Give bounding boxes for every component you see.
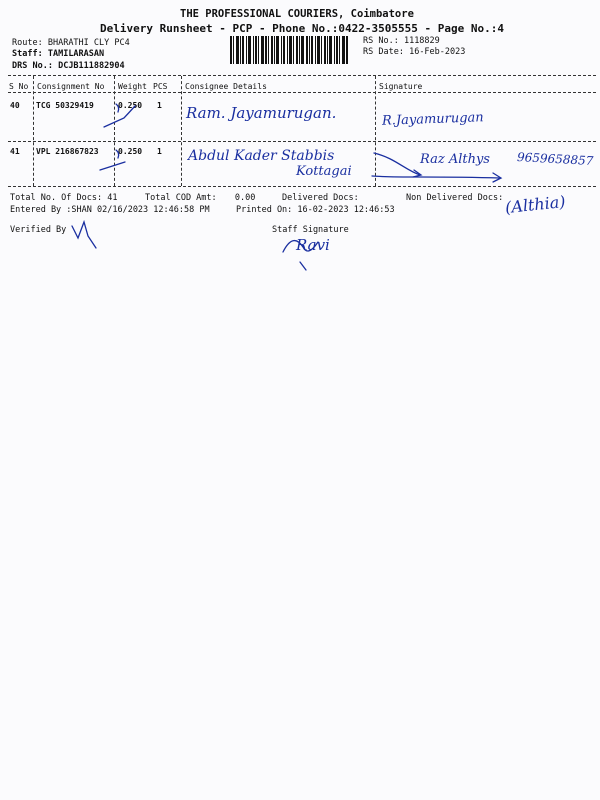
total-cod-label: Total COD Amt: [145, 193, 217, 203]
company-title: THE PROFESSIONAL COURIERS, Coimbatore [180, 8, 414, 20]
delivered-docs-label: Delivered Docs: [282, 193, 359, 203]
col-header-sno: S No [9, 82, 29, 91]
row41-signature-handwriting: Raz Althys [420, 152, 490, 167]
tick-mark [104, 106, 135, 127]
staff-signature-handwriting: Ravi [296, 236, 330, 254]
printed-on: Printed On: 16-02-2023 12:46:53 [236, 205, 395, 215]
row41-consignee-line2: Kottagai [296, 164, 352, 179]
total-docs-row [10, 193, 118, 203]
row-weight: 0.250 [118, 101, 143, 110]
col-header-weight: Weight [118, 82, 147, 91]
verified-by-label: Verified By [10, 225, 67, 235]
phone-handwriting: 9659658857 [516, 150, 594, 168]
col-header-consignment: Consignment No [37, 82, 105, 91]
route-label: Route: [12, 38, 43, 48]
row-sno: 40 [10, 101, 20, 110]
row40-signature-handwriting: R.Jayamurugan [381, 110, 484, 129]
col-header-consignee: Consignee Details [185, 82, 267, 91]
row-sno: 41 [10, 147, 20, 156]
row-weight: 0.250 [118, 147, 143, 156]
total-cod-row [145, 193, 255, 203]
total-docs-label: Total No. Of Docs: [10, 193, 103, 203]
rs-no-label: RS No.: [363, 36, 399, 46]
staff-value: TAMILARASAN [47, 49, 105, 59]
row-pcs: 1 [157, 147, 162, 156]
col-header-pcs: PCS [153, 82, 168, 91]
drs-value: DCJB111882904 [58, 61, 125, 71]
name-note-handwriting: (Althia) [504, 191, 567, 218]
total-cod-value: 0.00 [234, 193, 256, 203]
row40-consignee-handwriting: Ram. Jayamurugan. [186, 104, 337, 122]
non-delivered-docs-label: Non Delivered Docs: [406, 193, 504, 203]
entered-by: Entered By :SHAN 02/16/2023 12:46:58 PM [10, 205, 210, 215]
staff-signature-label: Staff Signature [272, 225, 349, 235]
row41-consignee-line1: Abdul Kader Stabbis [188, 148, 335, 164]
col-header-signature: Signature [379, 82, 423, 91]
staff-label: Staff: [12, 49, 43, 59]
row-consignment: VPL 216867823 [36, 147, 99, 156]
drs-label: DRS No.: [12, 61, 53, 71]
runsheet-subtitle: Delivery Runsheet - PCP - Phone No.:0422-3505555 - Page No.:4 [100, 22, 504, 35]
route-value: BHARATHI CLY PC4 [47, 38, 130, 48]
rs-date-value: 16-Feb-2023 [409, 47, 466, 57]
tick-mark [100, 162, 125, 170]
rs-no-value: 1118829 [403, 36, 440, 46]
row-consignment: TCG 50329419 [36, 101, 94, 110]
total-docs-value: 41 [107, 193, 118, 203]
rs-date-label: RS Date: [363, 47, 404, 57]
row-pcs: 1 [157, 101, 162, 110]
